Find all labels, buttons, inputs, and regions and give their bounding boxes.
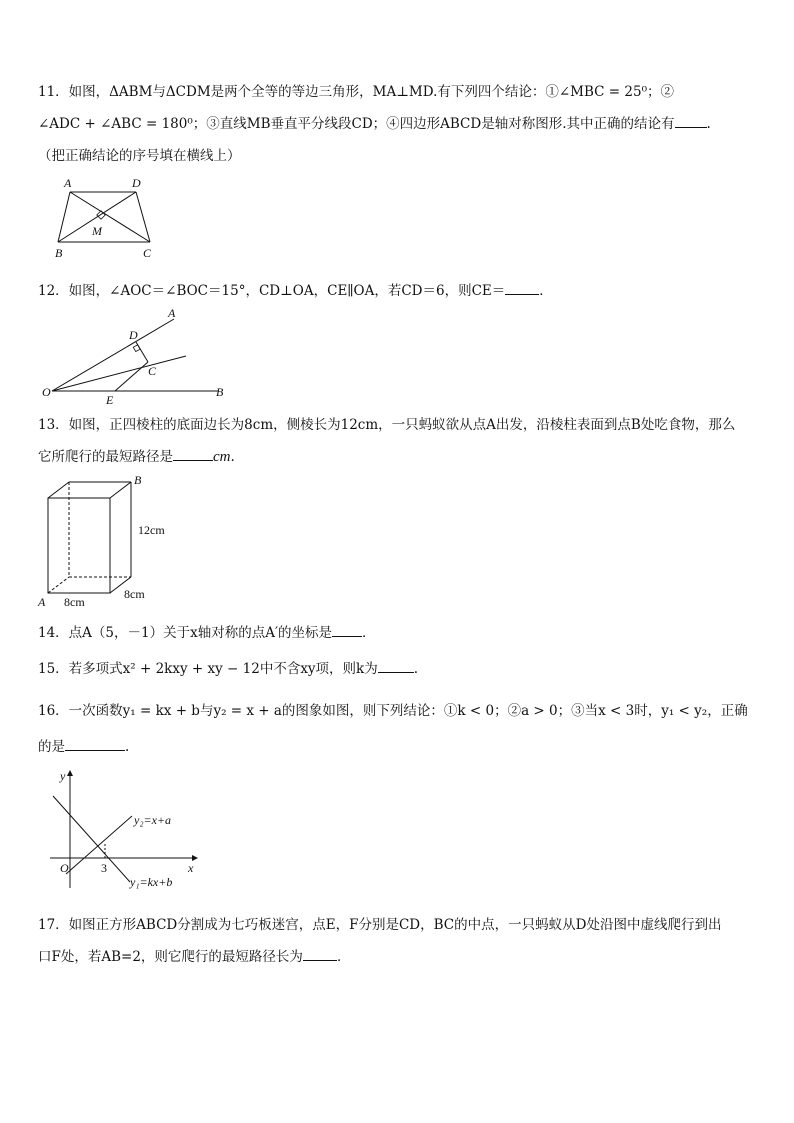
q12-label-a: A [168,306,176,320]
q12-label-e: E [106,393,114,407]
q11-line-1: 11．如图，ΔABM与ΔCDM是两个全等的等边三角形，MA⊥MD.有下列四个结论：①∠MBC = 25⁰；② [38,84,674,100]
q13-line-1: 13．如图，正四棱柱的底面边长为8cm，侧棱长为12cm，一只蚂蚁欲从点A出发，沿棱柱表面到点B处吃食物，那么 [38,417,736,433]
q11-label-a: A [64,176,72,190]
q16-label-y-axis: y [60,769,66,783]
q16-label-origin: O [60,861,69,875]
q11-line-3: （把正确结论的序号填在横线上） [38,148,241,164]
q12-label-c: C [148,364,157,378]
q17-line-2: 口F处，若AB=2，则它爬行的最短路径长为 ． [38,949,351,965]
q11-line-2: ∠ADC + ∠ABC = 180⁰；③直线MB垂直平分线段CD；④四边形ABCD是轴对称图形.其中正确的结论有 . [38,116,711,132]
q12-line-1: 12．如图，∠AOC＝∠BOC＝15°，CD⊥OA，CE∥OA，若CD＝6，则CE＝ ． [38,283,553,299]
q13-label-height: 12cm [138,523,165,537]
q15-line-1: 15．若多项式x² + 2kxy + xy − 12中不含xy项，则k为 . [38,661,419,677]
q16-label-tick-3: 3 [101,861,107,875]
q12-label-o: O [42,385,51,399]
q16-graph-figure [48,768,218,893]
q13-label-front-edge: 8cm [64,595,85,609]
q12-label-d: D [129,328,138,342]
q16-label-line-y2: y₂=x+a [134,813,172,827]
q16-label-x-axis: x [188,861,194,875]
q16-label-line-y1: y₁=kx+b [130,875,173,889]
q11-label-d: D [132,176,141,190]
q16-line-1: 16．一次函数y₁ = kx + b与y₂ = x + a的图象如图，则下列结论：①k < 0；②a > 0；③当x < 3时，y₁ < y₂，正确 [38,703,748,719]
q13-answer-blank[interactable] [173,448,213,461]
q12-label-b: B [216,385,224,399]
q14-line-1: 14．点A（5，－1）关于x轴对称的点A′的坐标是 ． [38,625,376,641]
q11-label-b: B [55,246,63,260]
q17-answer-blank[interactable] [303,948,337,961]
q13-label-a: A [38,595,46,609]
q12-angle-figure [38,306,238,407]
q16-line-2: 的是 . [38,739,130,755]
q15-answer-blank[interactable] [378,660,414,673]
q16-answer-blank[interactable] [65,738,125,751]
q11-label-c: C [143,246,152,260]
q13-prism-figure [38,472,188,607]
q13-label-b: B [134,473,142,487]
q17-line-1: 17．如图正方形ABCD分割成为七巧板迷宫，点E，F分别是CD，BC的中点，一只蚂蚁从D处沿图中虚线爬行到出 [38,917,722,933]
q11-label-m: M [92,224,102,238]
q13-line-2: 它所爬行的最短路径是 cm. [38,449,235,465]
q12-answer-blank[interactable] [505,282,539,295]
q11-answer-blank[interactable] [675,115,707,128]
q11-trapezoid-figure [50,175,170,265]
q14-answer-blank[interactable] [332,624,362,637]
q13-label-side-edge: 8cm [124,587,145,601]
